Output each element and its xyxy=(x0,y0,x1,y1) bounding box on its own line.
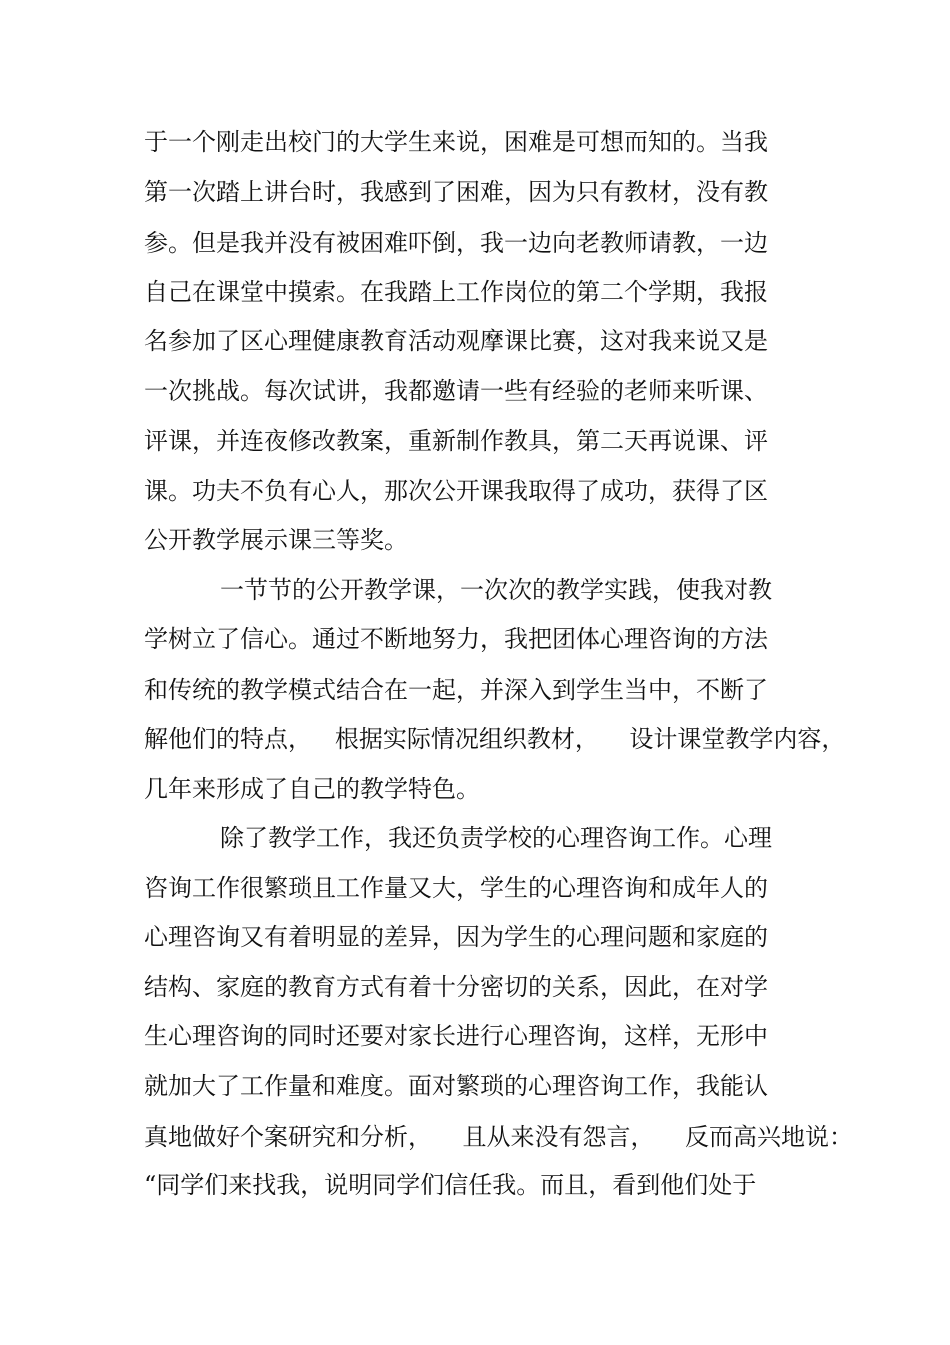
text-line: 结构、家庭的教育方式有着十分密切的关系，因此，在对学 xyxy=(144,973,768,1001)
text-line: 课。功夫不负有心人，那次公开课我取得了成功，获得了区 xyxy=(144,477,768,505)
text-line: 评课，并连夜修改教案，重新制作教具，第二天再说课、评 xyxy=(144,427,768,455)
text-line: 咨询工作很繁琐且工作量又大，学生的心理咨询和成年人的 xyxy=(144,874,768,902)
text-line: “同学们来找我，说明同学们信任我。而且，看到他们处于 xyxy=(144,1171,757,1199)
text-line: 和传统的教学模式结合在一起，并深入到学生当中，不断了 xyxy=(144,676,768,704)
text-line: 参。但是我并没有被困难吓倒，我一边向老教师请教，一边 xyxy=(144,229,768,257)
paragraph-start-line: 一节节的公开教学课，一次次的教学实践，使我对教 xyxy=(220,576,772,604)
text-line: 学树立了信心。通过不断地努力，我把团体心理咨询的方法 xyxy=(144,625,768,653)
text-line: 就加大了工作量和难度。面对繁琐的心理咨询工作，我能认 xyxy=(144,1072,768,1100)
text-line: 公开教学展示课三等奖。 xyxy=(144,526,408,554)
paragraph-start-line: 除了教学工作，我还负责学校的心理咨询工作。心理 xyxy=(220,824,772,852)
text-line: 解他们的特点， 根据实际情况组织教材， 设计课堂教学内容， xyxy=(144,725,846,753)
text-line: 心理咨询又有着明显的差异，因为学生的心理问题和家庭的 xyxy=(144,923,768,951)
text-line: 几年来形成了自己的教学特色。 xyxy=(144,775,480,803)
text-line: 真地做好个案研究和分析， 且从来没有怨言， 反而高兴地说： xyxy=(144,1123,854,1151)
text-line: 于一个刚走出校门的大学生来说，困难是可想而知的。当我 xyxy=(144,128,768,156)
text-line: 自己在课堂中摸索。在我踏上工作岗位的第二个学期，我报 xyxy=(144,278,768,306)
text-line: 名参加了区心理健康教育活动观摩课比赛，这对我来说又是 xyxy=(144,327,768,355)
text-line: 一次挑战。每次试讲，我都邀请一些有经验的老师来听课、 xyxy=(144,377,768,405)
text-line: 第一次踏上讲台时，我感到了困难，因为只有教材，没有教 xyxy=(144,178,768,206)
text-line: 生心理咨询的同时还要对家长进行心理咨询，这样，无形中 xyxy=(144,1022,768,1050)
